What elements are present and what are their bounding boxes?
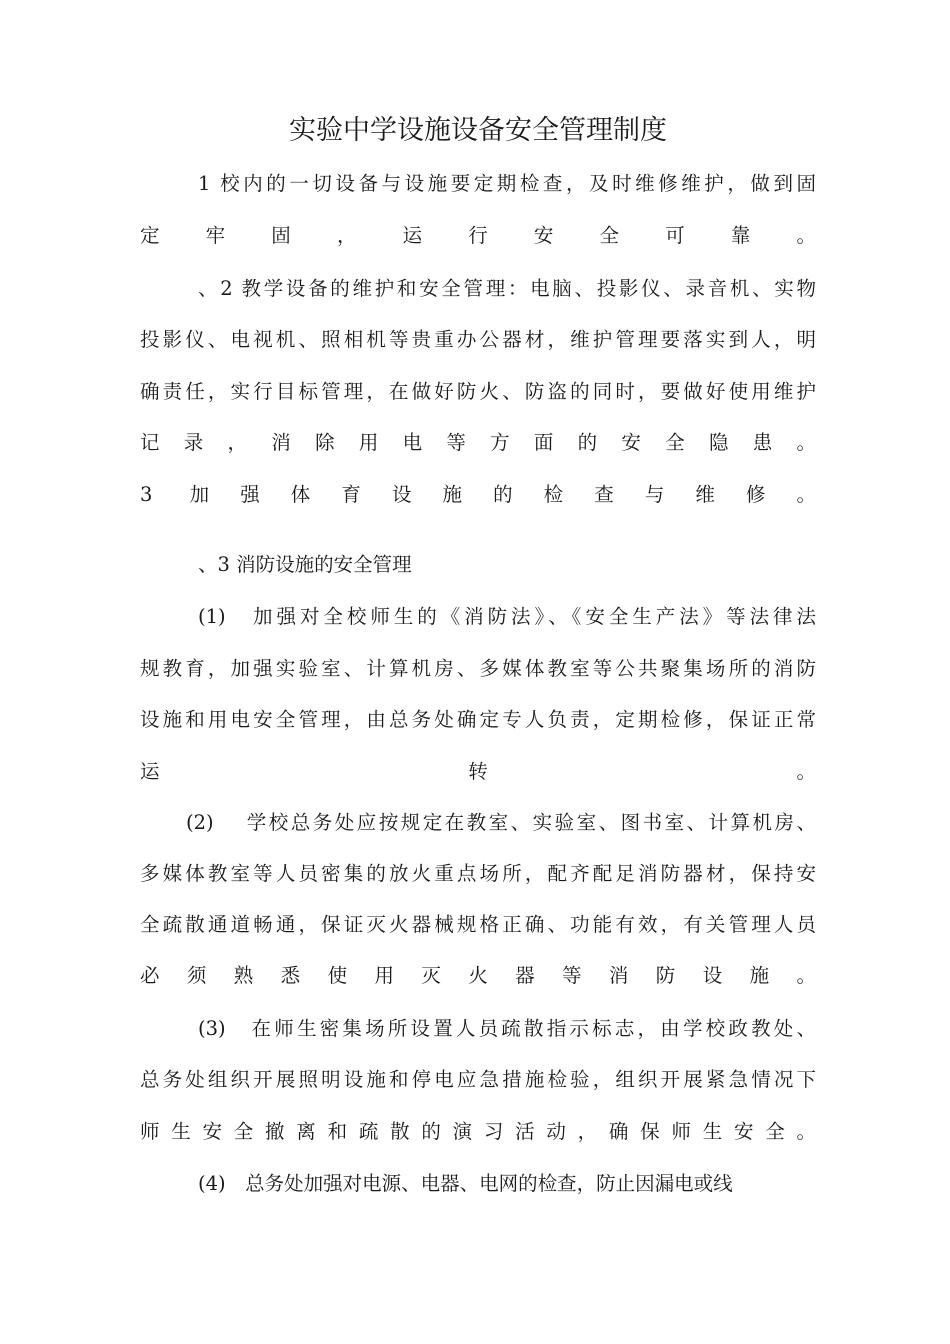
paragraph-1-line-1: 1 校内的一切设备与设施要定期检查，及时维修维护，做到固 [198,172,816,195]
paragraph-2-line-3: 确责任，实行目标管理，在做好防火、防盗的同时，要做好使用维护 [140,380,816,403]
sub-item-4-line-1: (4) 总务处加强对电源、电器、电网的检查，防止因漏电或线 [198,1172,733,1195]
paragraph-1-line-2: 定牢固，运行安全可靠。 [140,224,816,247]
sub-item-1-line-2: 规教育，加强实验室、计算机房、多媒体教室等公共聚集场所的消防 [140,657,816,680]
paragraph-2-line-4: 记录，消除用电等方面的安全隐患。 [140,431,816,454]
paragraph-2-line-1: 、2 教学设备的维护和安全管理：电脑、投影仪、录音机、实物 [198,277,816,300]
paragraph-2-line-2: 投影仪、电视机、照相机等贵重办公器材，维护管理要落实到人，明 [140,328,816,351]
paragraph-3: 3 加强体育设施的检查与维修。 [140,483,816,506]
sub-item-2-line-1: (2) 学校总务处应按规定在教室、实验室、图书室、计算机房、 [186,811,816,834]
document-title: 实验中学设施设备安全管理制度 [289,115,667,146]
sub-item-2-line-2: 多媒体教室等人员密集的放火重点场所，配齐配足消防器材，保持安 [140,862,816,885]
sub-item-2-line-3: 全疏散通道畅通，保证灭火器械规格正确、功能有效，有关管理人员 [140,913,816,936]
sub-item-1-line-1: (1) 加强对全校师生的《消防法》、《安全生产法》等法律法 [198,605,816,628]
section-heading-fire: 、3 消防设施的安全管理 [198,553,412,576]
sub-item-3-line-2: 总务处组织开展照明设施和停电应急措施检验，组织开展紧急情况下 [140,1068,816,1091]
sub-item-3-line-1: (3) 在师生密集场所设置人员疏散指示标志，由学校政教处、 [198,1017,816,1040]
sub-item-1-line-4: 运转。 [140,760,816,783]
sub-item-1-line-3: 设施和用电安全管理，由总务处确定专人负责，定期检修，保证正常 [140,708,816,731]
sub-item-3-line-3: 师生安全撤离和疏散的演习活动，确保师生安全。 [140,1120,816,1143]
sub-item-2-line-4: 必须熟悉使用灭火器等消防设施。 [140,964,816,987]
